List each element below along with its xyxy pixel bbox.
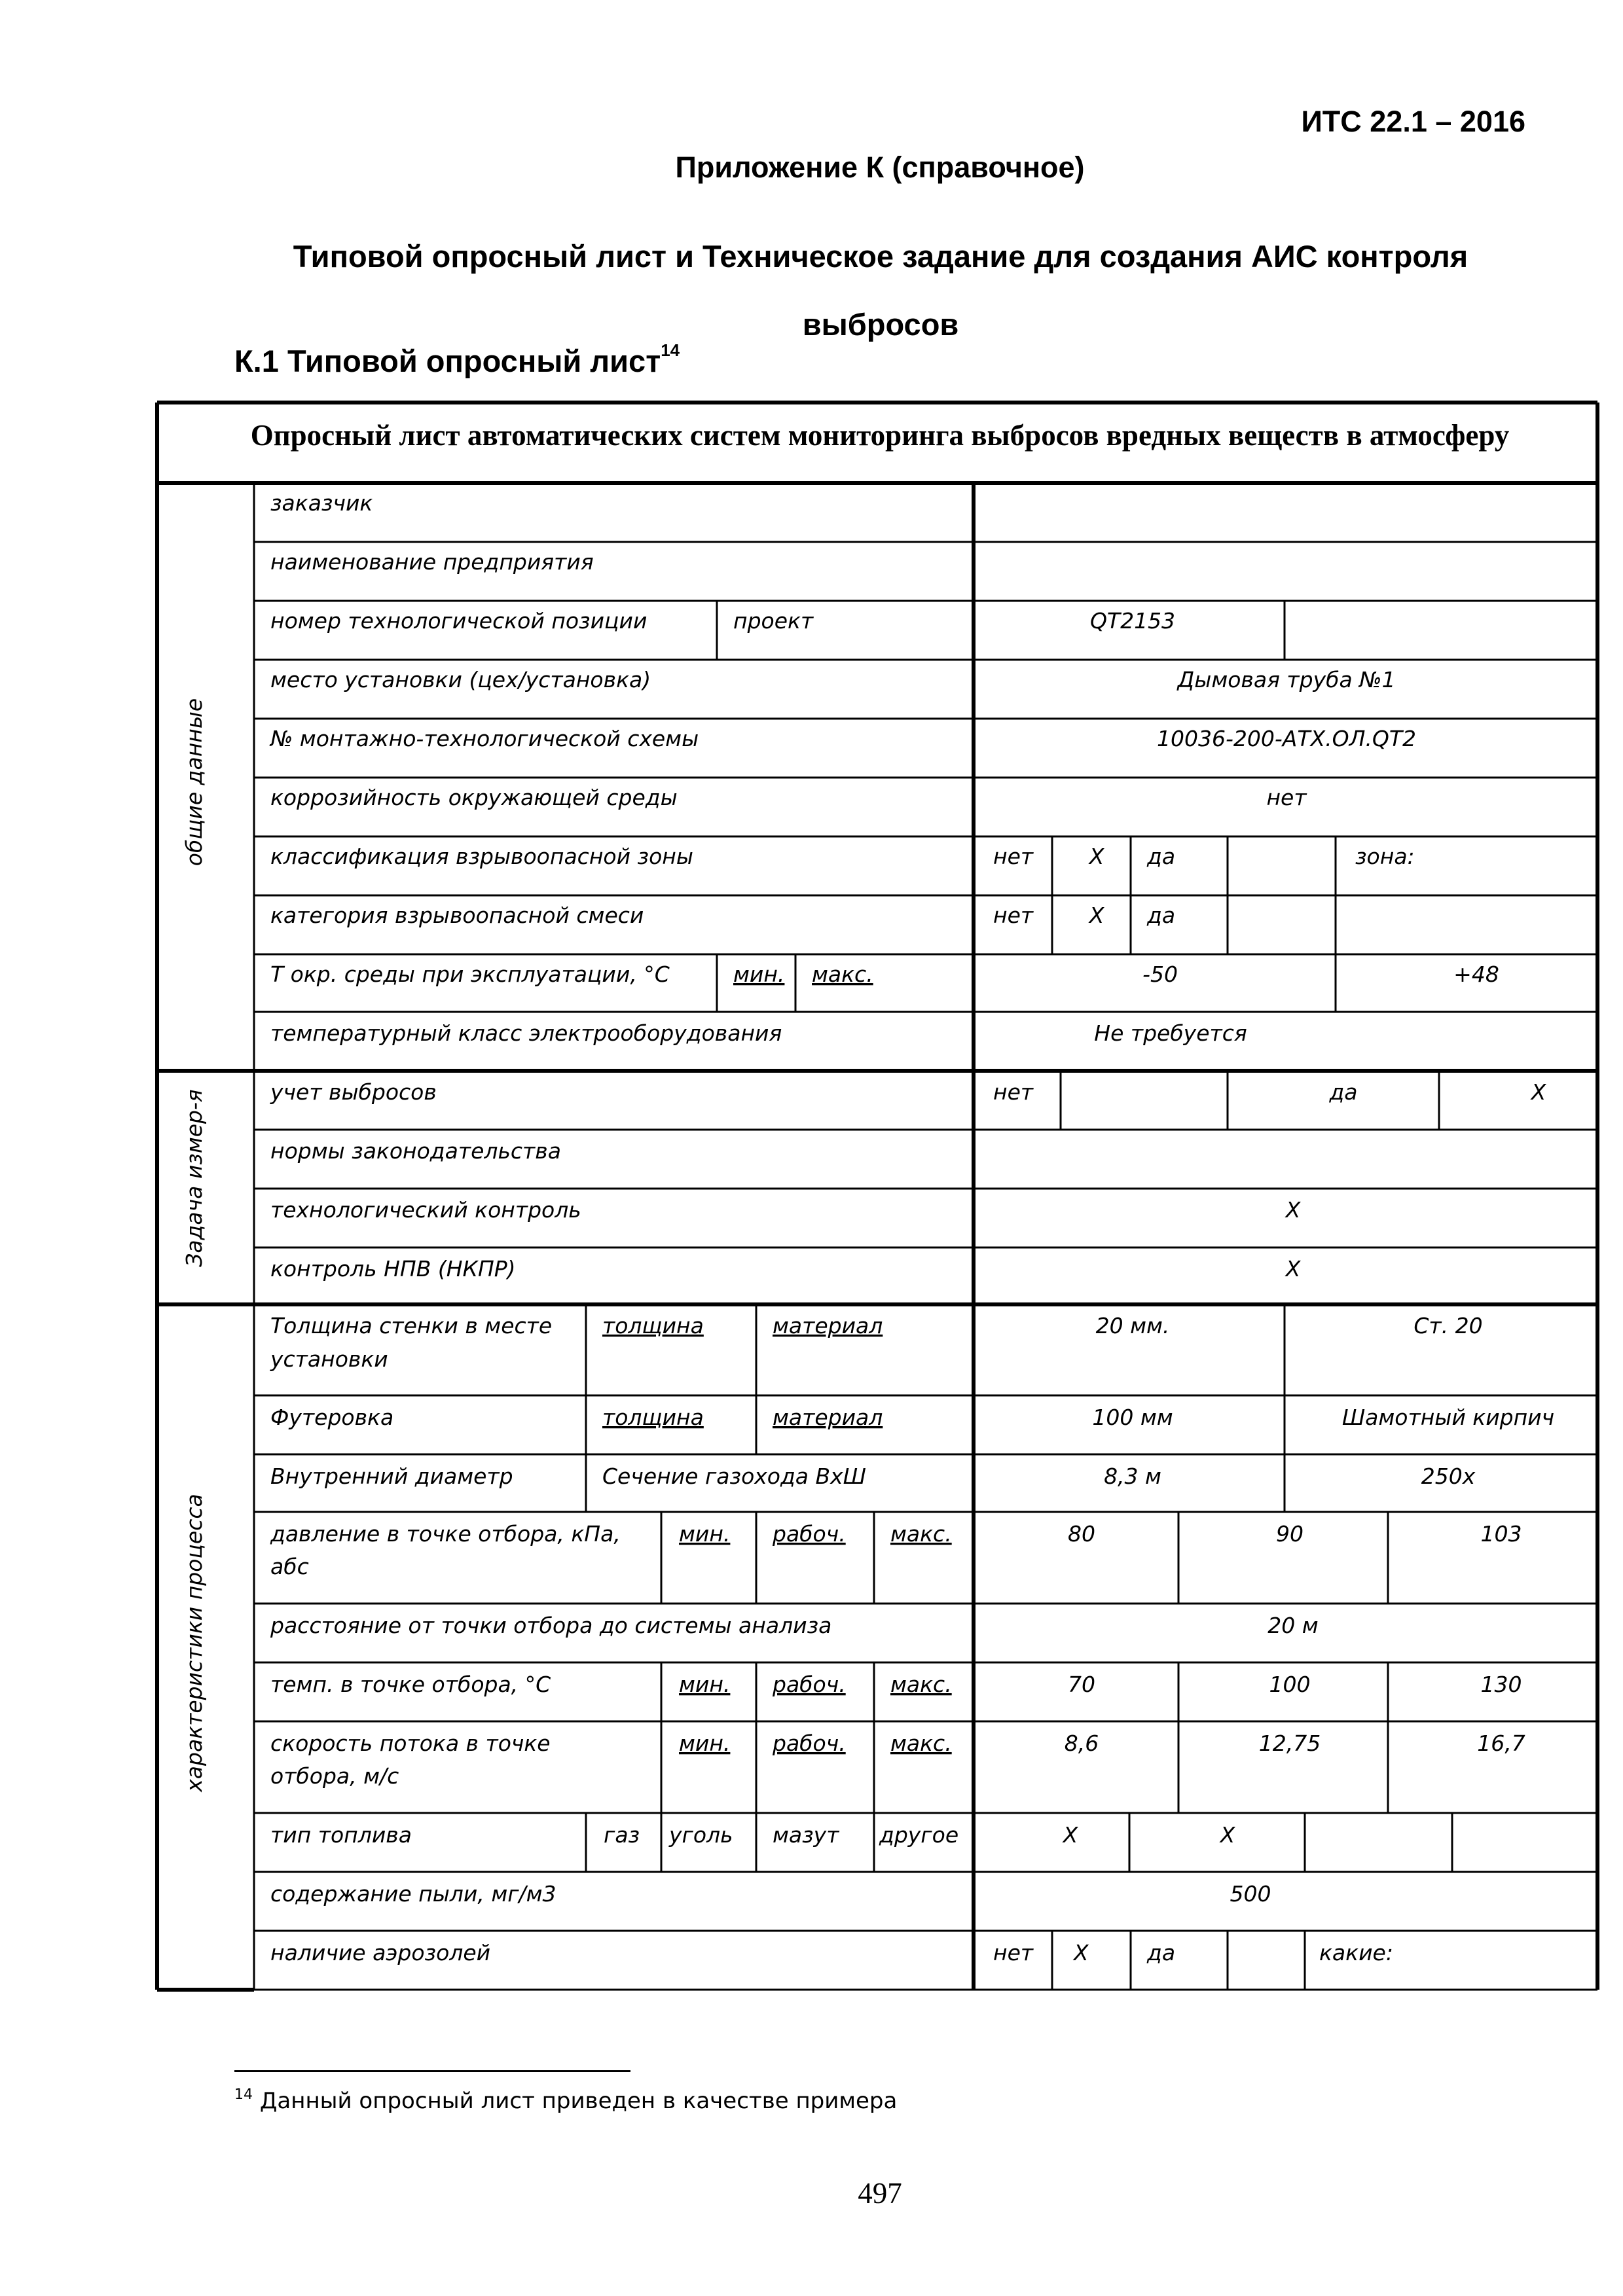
form-cell-text: классификация взрывоопасной зоны xyxy=(270,844,693,869)
form-cell-text: Шамотный кирпич xyxy=(1341,1405,1555,1430)
group-label-process: характеристики процесса xyxy=(181,1494,207,1792)
form-cell-text: X xyxy=(1220,1822,1235,1848)
form-cell-text: содержание пыли, мг/м3 xyxy=(270,1881,556,1907)
form-cell-text: тип топлива xyxy=(270,1822,412,1848)
form-cell-text: рабоч. xyxy=(773,1731,846,1756)
form-cell-text: температурный класс электрооборудования xyxy=(270,1020,782,1046)
form-cell-text: нет xyxy=(993,1940,1034,1965)
form-cell-text: заказчик xyxy=(270,490,373,516)
form-cell-text: макс. xyxy=(890,1731,952,1756)
form-cell-text: Сечение газохода ВхШ xyxy=(602,1463,866,1489)
group-label-general: общие данные xyxy=(181,698,207,867)
form-cell-text: 8,3 м xyxy=(1104,1463,1161,1489)
form-cell-text: да xyxy=(1147,1940,1176,1965)
document-title: Типовой опросный лист и Техническое задание для создания АИС контроля выбросов xyxy=(293,239,1468,342)
form-cell-text: X xyxy=(1089,903,1104,928)
form-cell-text: проект xyxy=(733,608,814,634)
document-code: ИТС 22.1 – 2016 xyxy=(1301,105,1525,138)
form-cell-text: X xyxy=(1285,1256,1301,1282)
form-cell-text: да xyxy=(1147,844,1176,869)
form-cell-text: рабоч. xyxy=(773,1672,846,1697)
form-cell-text: 500 xyxy=(1230,1881,1271,1907)
form-cell-text: мазут xyxy=(773,1822,839,1848)
form-cell-text: 100 мм xyxy=(1092,1405,1173,1430)
form-cell-text: Футеровка xyxy=(270,1405,394,1430)
form-cell-text: Т окр. среды при эксплуатации, °С xyxy=(270,961,670,987)
form-cell-text: X xyxy=(1285,1197,1301,1223)
form-cell-text: макс. xyxy=(812,961,873,987)
form-cell-text: 16,7 xyxy=(1477,1731,1525,1756)
footnote-divider xyxy=(234,2070,630,2072)
form-cell-text: расстояние от точки отбора до системы анализа xyxy=(270,1613,832,1638)
form-cell-text: наличие аэрозолей xyxy=(270,1940,491,1965)
form-cell-text: 10036-200-АТХ.ОЛ.QT2 xyxy=(1156,726,1417,751)
form-cell-text: газ xyxy=(604,1822,640,1848)
form-cell-text: -50 xyxy=(1142,961,1178,987)
footnote-number: 14 xyxy=(234,2087,253,2103)
form-cell-text: 20 м xyxy=(1267,1613,1319,1638)
form-cell-text: абс xyxy=(270,1554,309,1579)
form-cell-text: QT2153 xyxy=(1089,608,1176,634)
form-cell-text: Внутренний диаметр xyxy=(270,1463,513,1489)
form-cell-text: да xyxy=(1329,1079,1358,1105)
footnote xyxy=(234,2087,897,2114)
form-cell-text: материал xyxy=(773,1313,883,1338)
form-heading: Опросный лист автоматических систем мониторинга выбросов вредных веществ в атмосферу xyxy=(250,419,1510,452)
group-label-measurement: Задача измер-я xyxy=(181,1089,207,1267)
footnote-ref: 14 xyxy=(661,340,680,360)
form-cell-text: нет xyxy=(993,844,1034,869)
form-cell-text: скорость потока в точке xyxy=(270,1731,551,1756)
form-cell-text: X xyxy=(1063,1822,1078,1848)
page-number: 497 xyxy=(858,2177,902,2210)
form-cell-text: X xyxy=(1531,1079,1546,1105)
form-cell-text: номер технологической позиции xyxy=(270,608,647,634)
form-cell-text: зона: xyxy=(1355,844,1415,869)
form-cell-text: технологический контроль xyxy=(270,1197,581,1223)
form-cell-text: X xyxy=(1089,844,1104,869)
form-cell-text: другое xyxy=(879,1822,959,1848)
form-cell-text: 70 xyxy=(1068,1672,1095,1697)
form-cell-text: темп. в точке отбора, °С xyxy=(270,1672,551,1697)
form-cell-text: 20 мм. xyxy=(1095,1313,1170,1338)
form-cell-text: какие: xyxy=(1319,1940,1393,1965)
form-cell-text: Дымовая труба №1 xyxy=(1177,667,1396,692)
form-cell-text: нет xyxy=(1266,785,1307,810)
form-cell-text: макс. xyxy=(890,1672,952,1697)
form-cell-text: 8,6 xyxy=(1064,1731,1099,1756)
form-cell-text: место установки (цех/установка) xyxy=(270,667,651,692)
form-cell-text: наименование предприятия xyxy=(270,549,594,575)
form-cell-text: учет выбросов xyxy=(270,1079,437,1105)
form-cell-text: мин. xyxy=(679,1521,731,1547)
form-cell-text: X xyxy=(1074,1940,1089,1965)
form-cell-text: мин. xyxy=(679,1672,731,1697)
form-cell-text: категория взрывоопасной смеси xyxy=(270,903,644,928)
section-title: К.1 Типовой опросный лист xyxy=(234,344,661,378)
form-cells xyxy=(269,490,1554,1965)
form-cell-text: материал xyxy=(773,1405,883,1430)
form-cell-text: Толщина стенки в месте xyxy=(270,1313,553,1338)
form-cell-text: +48 xyxy=(1453,961,1499,987)
form-cell-text: коррозийность окружающей среды xyxy=(270,785,678,810)
form-cell-text: отбора, м/с xyxy=(270,1763,399,1789)
appendix-heading: Приложение К (справочное) xyxy=(675,151,1085,184)
form-cell-text: Ст. 20 xyxy=(1413,1313,1483,1338)
form-cell-text: да xyxy=(1147,903,1176,928)
form-cell-text: 100 xyxy=(1269,1672,1311,1697)
form-cell-text: 80 xyxy=(1068,1521,1095,1547)
form-cell-text: нет xyxy=(993,1079,1034,1105)
form-cell-text: уголь xyxy=(669,1822,733,1848)
form-cell-text: нормы законодательства xyxy=(270,1138,561,1164)
form-cell-text: 90 xyxy=(1276,1521,1304,1547)
form-cell-text: нет xyxy=(993,903,1034,928)
form-cell-text: контроль НПВ (НКПР) xyxy=(270,1256,516,1282)
form-cell-text: толщина xyxy=(602,1405,704,1430)
form-cell-text: давление в точке отбора, кПа, xyxy=(270,1521,621,1547)
form-cell-text: мин. xyxy=(733,961,785,987)
form-cell-text: 103 xyxy=(1480,1521,1522,1547)
form-cell-text: мин. xyxy=(679,1731,731,1756)
form-cell-text: 12,75 xyxy=(1258,1731,1321,1756)
form-cell-text: 250х xyxy=(1421,1463,1476,1489)
footnote-text: Данный опросный лист приведен в качестве примера xyxy=(259,2088,898,2114)
form-cell-text: 130 xyxy=(1480,1672,1522,1697)
form-cell-text: Не требуется xyxy=(1094,1020,1247,1046)
form-cell-text: макс. xyxy=(890,1521,952,1547)
form-cell-text: № монтажно-технологической схемы xyxy=(270,726,699,751)
form-cell-text: толщина xyxy=(602,1313,704,1338)
form-cell-text: установки xyxy=(270,1346,388,1372)
form-cell-text: рабоч. xyxy=(773,1521,846,1547)
